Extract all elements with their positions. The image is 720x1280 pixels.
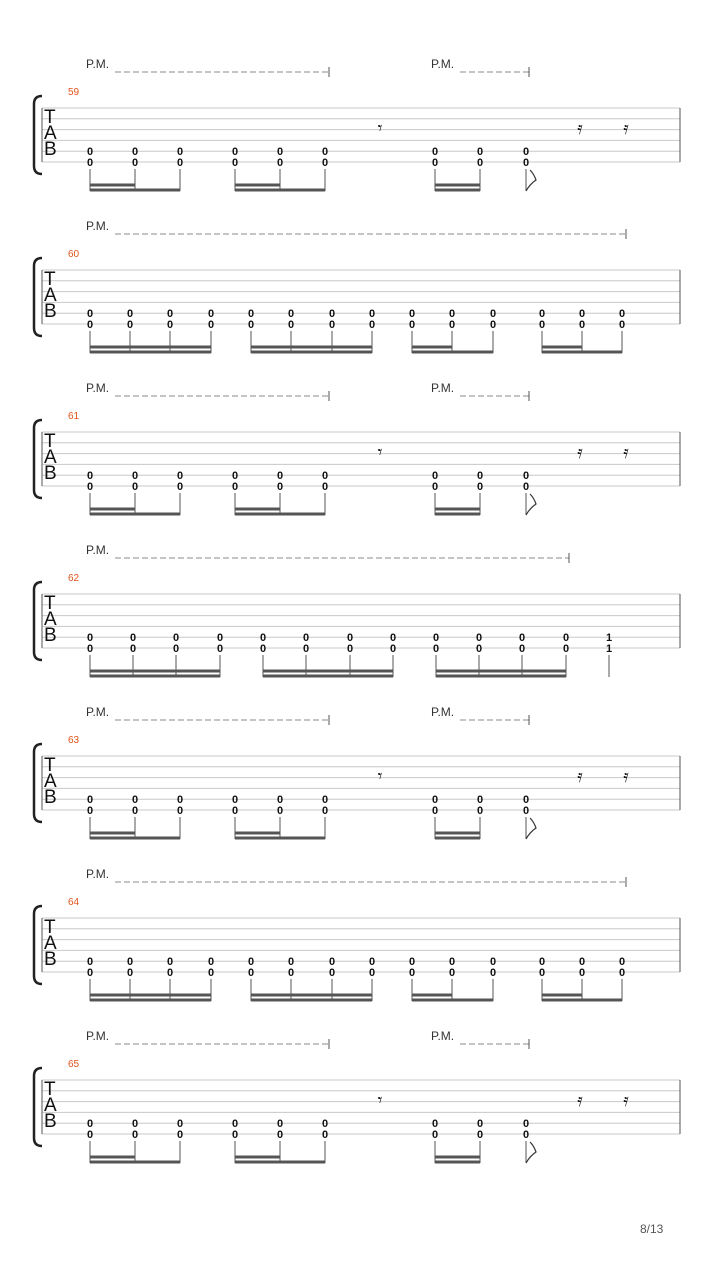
fret-number: 0 (276, 470, 284, 483)
fret-number: 0 (431, 157, 439, 169)
fret-number: 0 (522, 1118, 530, 1131)
fret-number: 0 (302, 643, 310, 655)
fret-number: 0 (328, 967, 336, 979)
page-number: 8/13 (640, 1222, 664, 1236)
fret-number: 0 (126, 967, 134, 979)
fret-number: 0 (476, 1118, 484, 1131)
fret-number: 0 (431, 794, 439, 807)
fret-number: 0 (431, 470, 439, 483)
fret-number: 0 (368, 308, 376, 321)
fret-number: 0 (129, 643, 137, 655)
fret-number: 0 (618, 956, 626, 969)
measure-number: 63 (68, 735, 80, 746)
fret-number: 0 (216, 643, 224, 655)
eighth-rest: 𝄾 (377, 766, 383, 787)
fret-number: 0 (276, 1129, 284, 1141)
fret-number: 0 (86, 956, 94, 969)
tab-letter-a: A (44, 447, 57, 468)
tab-letter-b: B (44, 625, 57, 646)
fret-number: 0 (522, 146, 530, 159)
fret-number: 0 (131, 470, 139, 483)
fret-number: 0 (126, 956, 134, 969)
palm-mute-label: P.M. (86, 705, 110, 719)
fret-number: 0 (207, 967, 215, 979)
fret-number: 0 (408, 967, 416, 979)
fret-number: 0 (287, 956, 295, 969)
fret-number: 0 (476, 470, 484, 483)
tab-letter-b: B (44, 949, 57, 970)
fret-number: 0 (86, 967, 94, 979)
palm-mute-label: P.M. (86, 1029, 110, 1043)
measure-number: 64 (68, 897, 80, 908)
fret-number: 0 (276, 481, 284, 493)
fret-number: 0 (287, 308, 295, 321)
fret-number: 0 (259, 643, 267, 655)
tab-system (34, 381, 680, 515)
fret-number: 0 (578, 956, 586, 969)
fret-number: 0 (172, 643, 180, 655)
measure-number: 61 (68, 411, 80, 422)
tab-letter-t: T (44, 593, 56, 614)
fret-number: 0 (328, 308, 336, 321)
fret-number: 0 (578, 319, 586, 331)
fret-number: 0 (259, 632, 267, 645)
fret-number: 0 (176, 1118, 184, 1131)
fret-number: 0 (287, 319, 295, 331)
fret-number: 0 (431, 805, 439, 817)
fret-number: 0 (86, 794, 94, 807)
fret-number: 0 (207, 956, 215, 969)
fret-number: 0 (328, 956, 336, 969)
fret-number: 0 (522, 805, 530, 817)
fret-number: 0 (231, 157, 239, 169)
fret-number: 0 (321, 1118, 329, 1131)
fret-number: 0 (522, 470, 530, 483)
fret-number: 0 (231, 794, 239, 807)
fret-number: 0 (518, 643, 526, 655)
fret-number: 0 (448, 319, 456, 331)
fret-number: 0 (321, 157, 329, 169)
fret-number: 0 (247, 308, 255, 321)
fret-number: 0 (448, 956, 456, 969)
fret-number: 0 (431, 481, 439, 493)
tab-system (34, 867, 680, 1001)
sixteenth-rest: 𝄿 (623, 1090, 629, 1111)
measure-number: 62 (68, 573, 80, 584)
fret-number: 0 (431, 1118, 439, 1131)
fret-number: 0 (522, 1129, 530, 1141)
fret-number: 0 (287, 967, 295, 979)
fret-number: 0 (476, 794, 484, 807)
palm-mute-label: P.M. (86, 381, 110, 395)
fret-number: 0 (86, 470, 94, 483)
fret-number: 0 (476, 805, 484, 817)
fret-number: 0 (172, 632, 180, 645)
system-bracket (34, 582, 42, 660)
fret-number: 1 (605, 643, 613, 655)
palm-mute-label: P.M. (431, 705, 455, 719)
fret-number: 0 (321, 805, 329, 817)
fret-number: 0 (86, 308, 94, 321)
fret-number: 0 (522, 794, 530, 807)
system-bracket (34, 1068, 42, 1146)
eighth-rest: 𝄾 (377, 442, 383, 463)
fret-number: 0 (578, 967, 586, 979)
system-bracket (34, 906, 42, 984)
fret-number: 0 (207, 319, 215, 331)
fret-number: 0 (86, 643, 94, 655)
fret-number: 0 (166, 319, 174, 331)
fret-number: 0 (207, 308, 215, 321)
tab-letter-t: T (44, 1079, 56, 1100)
palm-mute-label: P.M. (431, 57, 455, 71)
fret-number: 0 (476, 157, 484, 169)
tab-letter-a: A (44, 123, 57, 144)
fret-number: 0 (562, 643, 570, 655)
fret-number: 0 (176, 1129, 184, 1141)
fret-number: 0 (86, 805, 94, 817)
fret-number: 0 (276, 157, 284, 169)
fret-number: 0 (538, 956, 546, 969)
fret-number: 0 (231, 1118, 239, 1131)
fret-number: 0 (131, 1129, 139, 1141)
fret-number: 0 (176, 794, 184, 807)
fret-number: 0 (538, 967, 546, 979)
fret-number: 0 (389, 632, 397, 645)
tab-letter-a: A (44, 771, 57, 792)
fret-number: 0 (522, 157, 530, 169)
sixteenth-rest: 𝄿 (577, 442, 583, 463)
fret-number: 0 (231, 1129, 239, 1141)
fret-number: 0 (489, 967, 497, 979)
fret-number: 0 (476, 1129, 484, 1141)
fret-number: 0 (489, 308, 497, 321)
fret-number: 0 (321, 794, 329, 807)
fret-number: 0 (489, 319, 497, 331)
eighth-rest: 𝄾 (377, 118, 383, 139)
fret-number: 0 (476, 146, 484, 159)
fret-number: 0 (86, 1118, 94, 1131)
fret-number: 0 (129, 632, 137, 645)
fret-number: 0 (216, 632, 224, 645)
fret-number: 0 (131, 794, 139, 807)
fret-number: 0 (176, 146, 184, 159)
tab-system (34, 1029, 680, 1163)
fret-number: 0 (247, 967, 255, 979)
fret-number: 0 (231, 805, 239, 817)
fret-number: 0 (86, 319, 94, 331)
measure-number: 65 (68, 1059, 80, 1070)
fret-number: 0 (475, 632, 483, 645)
fret-number: 0 (368, 956, 376, 969)
fret-number: 0 (231, 470, 239, 483)
tab-system (34, 57, 680, 191)
measure-number: 60 (68, 249, 80, 260)
fret-number: 0 (131, 157, 139, 169)
fret-number: 0 (448, 308, 456, 321)
tab-system (34, 219, 680, 353)
fret-number: 0 (176, 470, 184, 483)
fret-number: 0 (475, 643, 483, 655)
fret-number: 0 (328, 319, 336, 331)
fret-number: 0 (86, 146, 94, 159)
fret-number: 0 (86, 481, 94, 493)
note-flag (526, 170, 536, 191)
fret-number: 0 (176, 157, 184, 169)
sixteenth-rest: 𝄿 (623, 766, 629, 787)
fret-number: 0 (321, 1129, 329, 1141)
fret-number: 0 (431, 146, 439, 159)
tab-letter-t: T (44, 269, 56, 290)
fret-number: 0 (247, 956, 255, 969)
tab-letter-a: A (44, 1095, 57, 1116)
fret-number: 0 (538, 319, 546, 331)
tab-system (34, 705, 680, 839)
fret-number: 0 (618, 967, 626, 979)
palm-mute-label: P.M. (431, 381, 455, 395)
fret-number: 0 (476, 481, 484, 493)
system-bracket (34, 96, 42, 174)
sixteenth-rest: 𝄿 (577, 766, 583, 787)
tab-letter-a: A (44, 285, 57, 306)
fret-number: 0 (276, 794, 284, 807)
tab-letter-t: T (44, 917, 56, 938)
measure-number: 59 (68, 87, 80, 98)
fret-number: 0 (538, 308, 546, 321)
eighth-rest: 𝄾 (377, 1090, 383, 1111)
tab-letter-b: B (44, 463, 57, 484)
fret-number: 0 (126, 319, 134, 331)
sixteenth-rest: 𝄿 (623, 442, 629, 463)
fret-number: 0 (431, 1129, 439, 1141)
fret-number: 0 (176, 805, 184, 817)
system-bracket (34, 744, 42, 822)
fret-number: 0 (618, 308, 626, 321)
tab-letter-a: A (44, 933, 57, 954)
fret-number: 0 (321, 470, 329, 483)
fret-number: 0 (346, 643, 354, 655)
fret-number: 0 (131, 1118, 139, 1131)
fret-number: 1 (605, 632, 613, 645)
fret-number: 0 (618, 319, 626, 331)
fret-number: 0 (489, 956, 497, 969)
fret-number: 0 (522, 481, 530, 493)
fret-number: 0 (131, 805, 139, 817)
fret-number: 0 (247, 319, 255, 331)
fret-number: 0 (389, 643, 397, 655)
palm-mute-label: P.M. (86, 219, 110, 233)
fret-number: 0 (368, 319, 376, 331)
tab-letter-b: B (44, 787, 57, 808)
sixteenth-rest: 𝄿 (577, 118, 583, 139)
fret-number: 0 (126, 308, 134, 321)
fret-number: 0 (346, 632, 354, 645)
system-bracket (34, 258, 42, 336)
tab-letter-t: T (44, 755, 56, 776)
tab-letter-t: T (44, 107, 56, 128)
fret-number: 0 (86, 632, 94, 645)
fret-number: 0 (276, 146, 284, 159)
fret-number: 0 (432, 632, 440, 645)
note-flag (526, 818, 536, 839)
palm-mute-label: P.M. (86, 867, 110, 881)
tab-letter-a: A (44, 609, 57, 630)
fret-number: 0 (166, 308, 174, 321)
note-flag (526, 1142, 536, 1163)
fret-number: 0 (166, 967, 174, 979)
fret-number: 0 (368, 967, 376, 979)
fret-number: 0 (176, 481, 184, 493)
fret-number: 0 (518, 632, 526, 645)
fret-number: 0 (276, 805, 284, 817)
fret-number: 0 (578, 308, 586, 321)
fret-number: 0 (86, 157, 94, 169)
fret-number: 0 (562, 632, 570, 645)
sixteenth-rest: 𝄿 (623, 118, 629, 139)
fret-number: 0 (408, 308, 416, 321)
fret-number: 0 (302, 632, 310, 645)
fret-number: 0 (321, 146, 329, 159)
palm-mute-label: P.M. (86, 543, 110, 557)
tab-letter-b: B (44, 301, 57, 322)
fret-number: 0 (86, 1129, 94, 1141)
tab-letter-b: B (44, 1111, 57, 1132)
note-flag (526, 494, 536, 515)
fret-number: 0 (408, 319, 416, 331)
fret-number: 0 (432, 643, 440, 655)
fret-number: 0 (131, 481, 139, 493)
tab-system (34, 543, 680, 677)
palm-mute-label: P.M. (86, 57, 110, 71)
sixteenth-rest: 𝄿 (577, 1090, 583, 1111)
fret-number: 0 (131, 146, 139, 159)
fret-number: 0 (231, 481, 239, 493)
tab-letter-t: T (44, 431, 56, 452)
tab-letter-b: B (44, 139, 57, 160)
system-bracket (34, 420, 42, 498)
palm-mute-label: P.M. (431, 1029, 455, 1043)
fret-number: 0 (408, 956, 416, 969)
fret-number: 0 (448, 967, 456, 979)
fret-number: 0 (166, 956, 174, 969)
fret-number: 0 (276, 1118, 284, 1131)
fret-number: 0 (321, 481, 329, 493)
fret-number: 0 (231, 146, 239, 159)
